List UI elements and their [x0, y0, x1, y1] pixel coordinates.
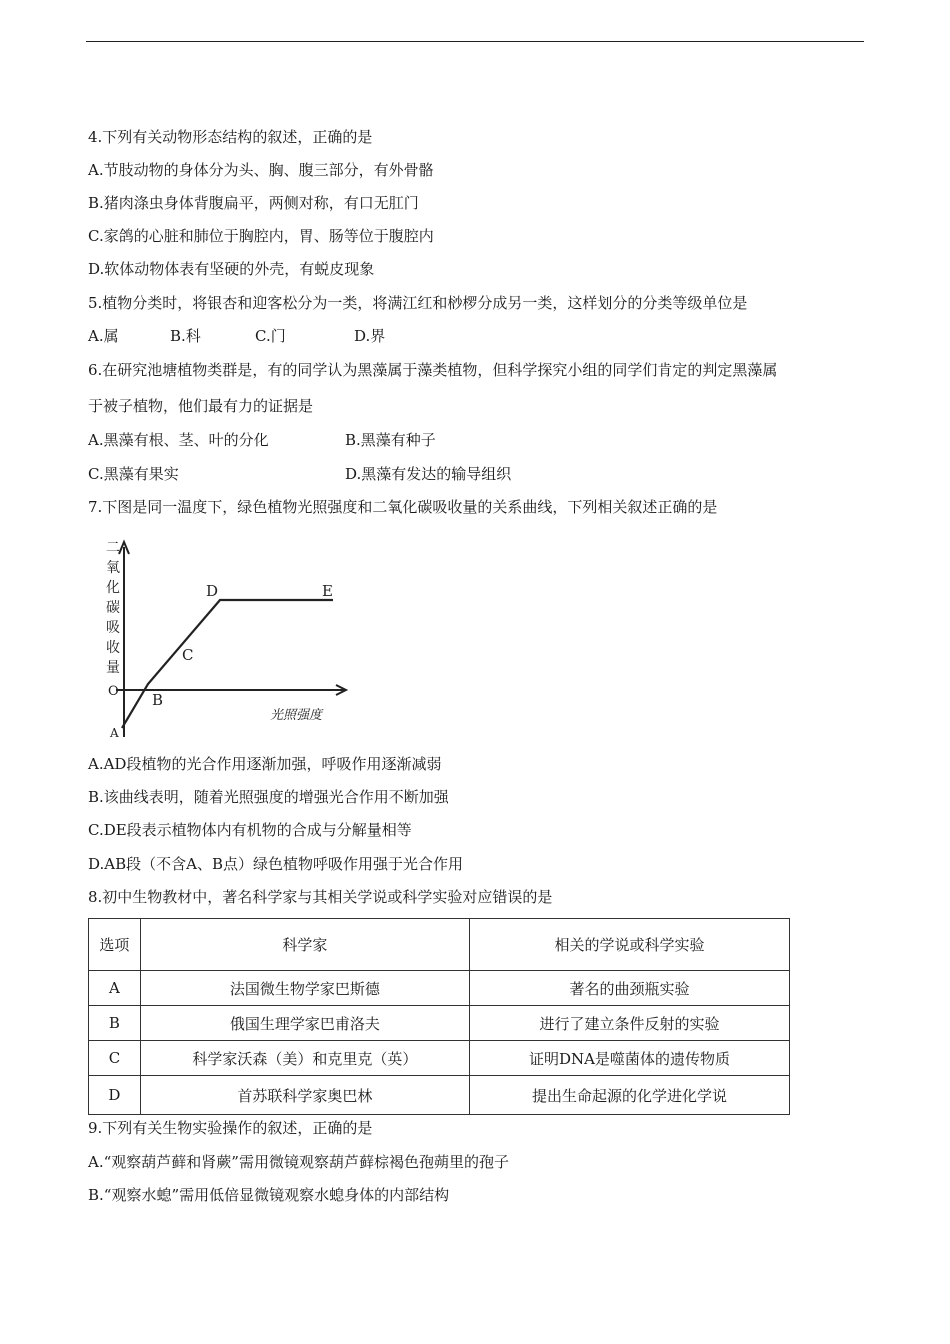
q4-stem: 4.下列有关动物形态结构的叙述，正确的是	[88, 128, 373, 146]
y-label-char: 碳	[106, 600, 120, 616]
scientist-table	[88, 918, 790, 1115]
q8-stem: 8.初中生物教材中，著名科学家与其相关学说或科学实验对应错误的是	[88, 888, 553, 906]
cell-scientist: 科学家沃森（美）和克里克（英）	[140, 1041, 469, 1076]
q5-option-d: D.界	[354, 327, 386, 345]
q4-option-b: B.猪肉涤虫身体背腹扁平，两侧对称，有口无肛门	[88, 194, 419, 212]
q9-stem: 9.下列有关生物实验操作的叙述，正确的是	[88, 1119, 373, 1137]
cell-scientist: 首苏联科学家奥巴林	[140, 1076, 469, 1115]
y-label-char: 氧	[106, 560, 120, 576]
q7-option-b: B.该曲线表明，随着光照强度的增强光合作用不断加强	[88, 788, 449, 806]
q5-stem: 5.植物分类时，将银杏和迎客松分为一类，将满江红和桫椤分成另一类，这样划分的分类等级单位是	[88, 294, 748, 312]
q6-stem-line1: 6.在研究池塘植物类群是，有的同学认为黑藻属于藻类植物，但科学探究小组的同学们肯定的判定黑藻属	[88, 361, 778, 379]
q4-option-c: C.家鸽的心脏和肺位于胸腔内，胃、肠等位于腹腔内	[88, 227, 434, 245]
point-e-label: E	[322, 582, 333, 600]
y-label-char: 化	[106, 580, 120, 596]
q6-stem-line2: 于被子植物，他们最有力的证据是	[88, 397, 314, 415]
header-rule	[86, 41, 864, 42]
q4-option-a: A.节肢动物的身体分为头、胸、腹三部分，有外骨骼	[88, 161, 434, 179]
table-row	[89, 1041, 790, 1076]
cell-scientist: 法国微生物学家巴斯德	[140, 971, 469, 1006]
y-label-char: 二	[106, 540, 120, 556]
point-c-label: C	[182, 646, 194, 664]
q5-option-a: A.属	[88, 327, 119, 345]
header-scientist: 科学家	[140, 919, 469, 971]
q6-option-b: B.黑藻有种子	[345, 431, 436, 449]
cell-option: A	[89, 971, 141, 1006]
point-a-label: A	[110, 726, 119, 740]
q9-option-b: B.“观察水螅”需用低倍显微镜观察水螅身体的内部结构	[88, 1186, 450, 1204]
table-row	[89, 1006, 790, 1041]
cell-theory: 著名的曲颈瓶实验	[469, 971, 789, 1006]
co2-light-graph	[88, 532, 358, 747]
cell-theory: 证明DNA是噬菌体的遗传物质	[469, 1041, 789, 1076]
q6-option-d: D.黑藻有发达的输导组织	[345, 465, 512, 483]
q7-option-c: C.DE段表示植物体内有机物的合成与分解量相等	[88, 821, 412, 839]
q7-stem: 7.下图是同一温度下，绿色植物光照强度和二氧化碳吸收量的关系曲线，下列相关叙述正确的是	[88, 498, 718, 516]
y-label-char: 收	[106, 640, 120, 656]
q6-option-c: C.黑藻有果实	[88, 465, 179, 483]
header-theory: 相关的学说或科学实验	[469, 919, 789, 971]
cell-option: D	[89, 1076, 141, 1115]
y-label-char: 量	[106, 660, 120, 676]
cell-option: C	[89, 1041, 141, 1076]
table-row	[89, 1076, 790, 1115]
cell-theory: 进行了建立条件反射的实验	[469, 1006, 789, 1041]
y-label-char: 吸	[106, 620, 120, 636]
header-option: 选项	[89, 919, 141, 971]
x-axis-label: 光照强度	[270, 708, 323, 723]
q5-option-c: C.门	[255, 327, 286, 345]
origin-label: O	[108, 684, 119, 699]
q9-option-a: A.“观察葫芦藓和肾蕨”需用微镜观察葫芦藓棕褐色孢蒴里的孢子	[88, 1153, 509, 1171]
cell-scientist: 俄国生理学家巴甫洛夫	[140, 1006, 469, 1041]
point-b-label: B	[152, 691, 164, 709]
table-header-row	[89, 919, 790, 971]
cell-theory: 提出生命起源的化学进化学说	[469, 1076, 789, 1115]
cell-option: B	[89, 1006, 141, 1041]
q4-option-d: D.软体动物体表有坚硬的外壳，有蜕皮现象	[88, 260, 375, 278]
q6-option-a: A.黑藻有根、茎、叶的分化	[88, 431, 269, 449]
q7-option-d: D.AB段（不含A、B点）绿色植物呼吸作用强于光合作用	[88, 855, 463, 873]
q7-option-a: A.AD段植物的光合作用逐渐加强，呼吸作用逐渐减弱	[88, 755, 442, 773]
point-d-label: D	[206, 582, 219, 600]
table-row	[89, 971, 790, 1006]
q5-option-b: B.科	[170, 327, 201, 345]
